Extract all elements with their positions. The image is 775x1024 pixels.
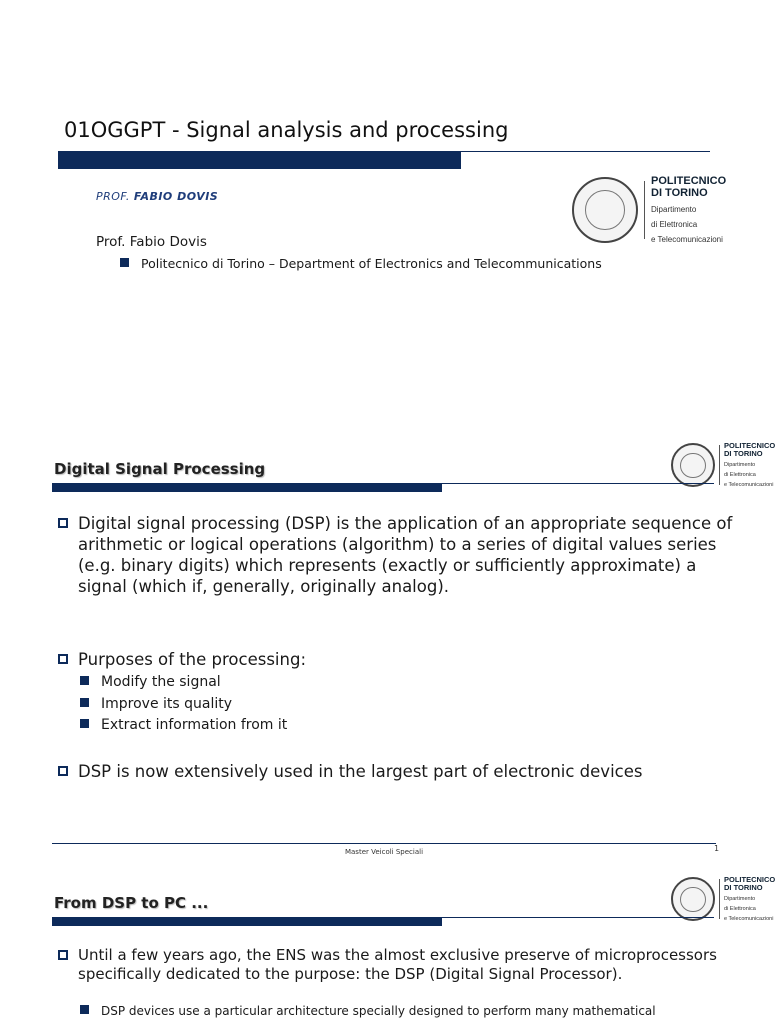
- professor-prefix: PROF.: [96, 190, 134, 203]
- hollow-square-bullet-icon: [58, 518, 68, 528]
- professor-name: FABIO DOVIS: [133, 190, 219, 203]
- logo-dept-line2: di Elettronica: [724, 906, 756, 913]
- logo-dept-line3: e Telecomunicazioni: [724, 482, 774, 489]
- slide2-bullet-1-text: Digital signal processing (DSP) is the application of an appropriate sequence of arithmetic or logical operations (algorithm) to a series of digital values series (e.g. binary digits) which represents (exactly or sufficiently approximate) a signal (which if, generally, originally analog).: [78, 514, 733, 596]
- square-bullet-icon: [80, 698, 89, 707]
- slide1-professor-label: [96, 190, 218, 203]
- polito-logo-small: [671, 876, 775, 923]
- logo-name-line2: DI TORINO: [724, 882, 763, 892]
- slide2-bullet-2: [56, 649, 306, 670]
- logo-divider: [719, 879, 720, 919]
- logo-name-line1: POLITECNICO: [651, 175, 727, 187]
- slide2-footer-rule: [52, 843, 716, 844]
- slide3-title: From DSP to PC ...: [54, 894, 209, 912]
- slide2-subitem: [80, 696, 232, 712]
- slide2-bullet-2-text: Purposes of the processing:: [78, 650, 307, 669]
- slide2-page-number: 1: [714, 844, 720, 853]
- slide2-footer: Master Veicoli Speciali: [344, 848, 424, 856]
- slide2-title: Digital Signal Processing: [54, 460, 266, 478]
- slide2-subitem: [80, 674, 221, 690]
- slide2-subitem: [80, 717, 287, 733]
- logo-divider: [719, 445, 720, 485]
- slide1-author: Prof. Fabio Dovis: [96, 234, 207, 250]
- logo-divider: [644, 181, 645, 239]
- university-seal-icon: [572, 177, 638, 243]
- logo-dept-line3: e Telecomunicazioni: [724, 916, 774, 923]
- slide2-bullet-3: [56, 761, 642, 782]
- slide1-title-bar: [58, 152, 461, 169]
- logo-name-line2: DI TORINO: [724, 448, 763, 458]
- slide2-subitem-text: Extract information from it: [101, 717, 288, 733]
- slide3-subitem: [80, 1004, 656, 1018]
- hollow-square-bullet-icon: [58, 950, 68, 960]
- logo-name-line1: POLITECNICO: [724, 875, 775, 884]
- slide1-title: 01OGGPT - Signal analysis and processing: [64, 118, 509, 142]
- logo-name-line2: DI TORINO: [651, 186, 708, 199]
- slide3-subitem-text: DSP devices use a particular architecture specially designed to perform many mathematical: [101, 1004, 656, 1018]
- university-seal-icon: [671, 443, 715, 487]
- slide1-affiliation-item: [120, 256, 602, 271]
- logo-dept-line2: di Elettronica: [724, 472, 756, 479]
- slide2-title-bar: [52, 484, 442, 492]
- logo-dept-line2: di Elettronica: [651, 220, 698, 230]
- polito-logo-small: [671, 442, 775, 489]
- polito-logo-large: [572, 176, 726, 245]
- logo-name-line1: POLITECNICO: [724, 441, 775, 450]
- square-bullet-icon: [80, 676, 89, 685]
- logo-dept-line1: Dipartimento: [724, 461, 756, 468]
- slide3-title-bar: [52, 918, 442, 926]
- square-bullet-icon: [80, 719, 89, 728]
- slide2-subitem-text: Improve its quality: [101, 696, 233, 712]
- logo-dept-line3: e Telecomunicazioni: [651, 235, 723, 245]
- slide1-affiliation: Politecnico di Torino – Department of Electronics and Telecommunications: [141, 256, 602, 271]
- hollow-square-bullet-icon: [58, 654, 68, 664]
- hollow-square-bullet-icon: [58, 766, 68, 776]
- square-bullet-icon: [120, 258, 129, 267]
- logo-dept-line1: Dipartimento: [651, 205, 697, 215]
- university-seal-icon: [671, 877, 715, 921]
- square-bullet-icon: [80, 1005, 89, 1014]
- slide3-bullet-1-text: Until a few years ago, the ENS was the almost exclusive preserve of microprocessors specifically dedicated to the purpose: the DSP (Digital Signal Processor).: [78, 946, 717, 983]
- slide2-subitem-text: Modify the signal: [101, 674, 221, 690]
- logo-dept-line1: Dipartimento: [724, 895, 756, 902]
- slide3-bullet-1: [56, 946, 738, 984]
- slide2-bullet-1: [56, 513, 736, 597]
- slide2-bullet-3-text: DSP is now extensively used in the largest part of electronic devices: [78, 762, 643, 781]
